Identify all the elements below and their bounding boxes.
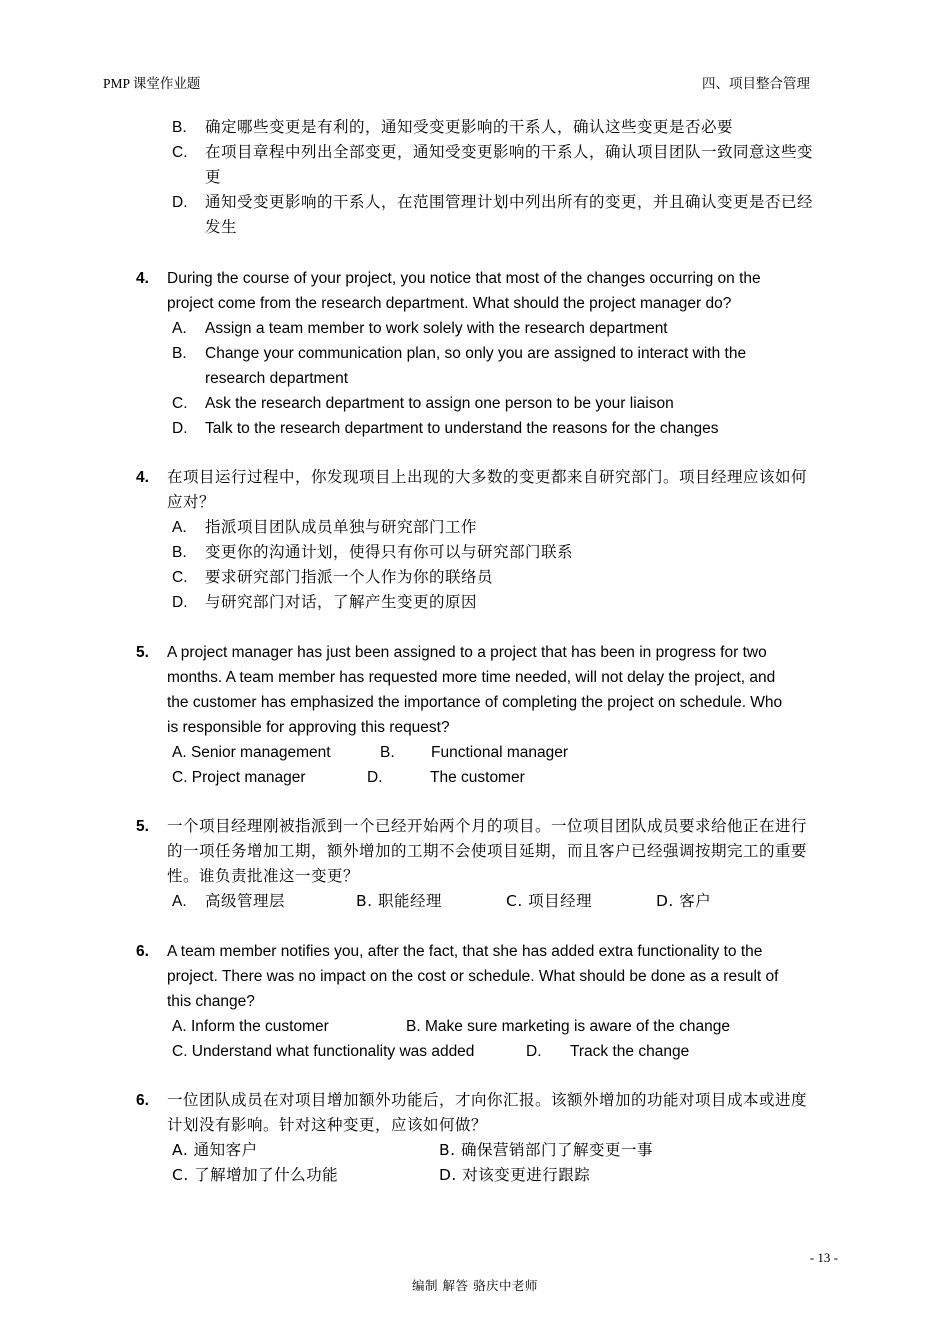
question-stem: A team member notifies you, after the fact, that she has added extra functionality to the	[167, 943, 763, 960]
option-letter: A.	[172, 893, 187, 910]
option-text: Change your communication plan, so only you are assigned to interact with the	[205, 345, 747, 362]
page-number: - 13 -	[809, 1250, 838, 1265]
option-c: C. Project manager	[172, 769, 306, 786]
question-stem: project come from the research department. What should the project manager do?	[167, 295, 732, 312]
option-letter: B.	[172, 544, 187, 561]
option-letter: D.	[172, 194, 188, 211]
option-text: 更	[205, 168, 222, 186]
option-letter: D.	[526, 1043, 542, 1060]
question-stem: this change?	[167, 993, 255, 1010]
option-c: C. 了解增加了什么功能	[172, 1166, 339, 1184]
option-d: Track the change	[570, 1043, 690, 1060]
question-stem: 一个项目经理刚被指派到一个已经开始两个月的项目。一位项目团队成员要求给他正在进行	[167, 817, 808, 835]
question-number: 4.	[136, 270, 149, 287]
question-stem: 计划没有影响。针对这种变更，应该如何做？	[167, 1116, 488, 1134]
option-text: 指派项目团队成员单独与研究部门工作	[205, 518, 478, 536]
option-a: A. 通知客户	[172, 1141, 258, 1159]
question-number: 6.	[136, 1092, 149, 1109]
question-stem: 性。谁负责批准这一变更？	[167, 867, 360, 885]
option-d: The customer	[430, 769, 525, 786]
option-text: 要求研究部门指派一个人作为你的联络员	[205, 568, 494, 586]
option-b: B. Make sure marketing is aware of the change	[406, 1018, 730, 1035]
option-letter: B.	[172, 345, 187, 362]
option-b: B. 职能经理	[356, 892, 442, 910]
option-b: B. 确保营销部门了解变更一事	[439, 1141, 653, 1159]
option-c: C. Understand what functionality was added	[172, 1043, 475, 1060]
header-left-title: PMP 课堂作业题	[103, 76, 201, 91]
option-letter: D.	[172, 594, 188, 611]
footer-credit: 编制 解答 骆庆中老师	[412, 1278, 538, 1293]
option-a: 高级管理层	[205, 892, 286, 910]
header-right-section: 四、项目整合管理	[702, 76, 810, 91]
question-number: 5.	[136, 644, 149, 661]
question-stem: project. There was no impact on the cost or schedule. What should be done as a result of	[167, 968, 779, 985]
option-text: Assign a team member to work solely with the research department	[205, 320, 668, 337]
option-letter: B.	[172, 119, 187, 136]
option-d: D. 客户	[656, 892, 712, 910]
option-letter: D.	[367, 769, 383, 786]
option-d: D. 对该变更进行跟踪	[439, 1166, 591, 1184]
option-text: research department	[205, 370, 349, 387]
option-letter: C.	[172, 569, 188, 586]
question-number: 4.	[136, 469, 149, 486]
question-stem: 一位团队成员在对项目增加额外功能后，才向你汇报。该额外增加的功能对项目成本或进度	[167, 1091, 808, 1109]
question-stem: months. A team member has requested more time needed, will not delay the project, and	[167, 669, 776, 686]
option-text: Talk to the research department to understand the reasons for the changes	[205, 420, 719, 437]
question-stem: During the course of your project, you notice that most of the changes occurring on the	[167, 270, 761, 287]
option-text: 通知受变更影响的干系人，在范围管理计划中列出所有的变更，并且确认变更是否已经	[205, 193, 814, 211]
option-text: 在项目章程中列出全部变更，通知受变更影响的干系人，确认项目团队一致同意这些变	[205, 143, 814, 161]
question-stem: A project manager has just been assigned to a project that has been in progress for two	[167, 644, 767, 661]
option-letter: B.	[380, 744, 395, 761]
option-letter: A.	[172, 519, 187, 536]
option-text: 发生	[205, 218, 238, 236]
question-stem: 应对？	[167, 493, 216, 511]
question-stem: 的一项任务增加工期，额外增加的工期不会使项目延期，而且客户已经强调按期完工的重要	[167, 842, 808, 860]
option-letter: D.	[172, 420, 188, 437]
option-letter: A.	[172, 320, 187, 337]
question-stem: 在项目运行过程中，你发现项目上出现的大多数的变更都来自研究部门。项目经理应该如何	[167, 468, 808, 486]
question-stem: the customer has emphasized the importance of completing the project on schedule. Who	[167, 694, 783, 711]
option-text: 变更你的沟通计划，使得只有你可以与研究部门联系	[205, 543, 574, 561]
option-letter: C.	[172, 144, 188, 161]
option-c: C. 项目经理	[506, 892, 593, 910]
option-b: Functional manager	[431, 744, 568, 761]
option-a: A. Inform the customer	[172, 1018, 329, 1035]
question-number: 6.	[136, 943, 149, 960]
option-text: 与研究部门对话，了解产生变更的原因	[205, 593, 478, 611]
option-a: A. Senior management	[172, 744, 331, 761]
question-stem: is responsible for approving this request?	[167, 719, 450, 736]
option-text: Ask the research department to assign one person to be your liaison	[205, 395, 674, 412]
option-letter: C.	[172, 395, 188, 412]
option-text: 确定哪些变更是有利的，通知受变更影响的干系人，确认这些变更是否必要	[205, 118, 734, 136]
question-number: 5.	[136, 818, 149, 835]
